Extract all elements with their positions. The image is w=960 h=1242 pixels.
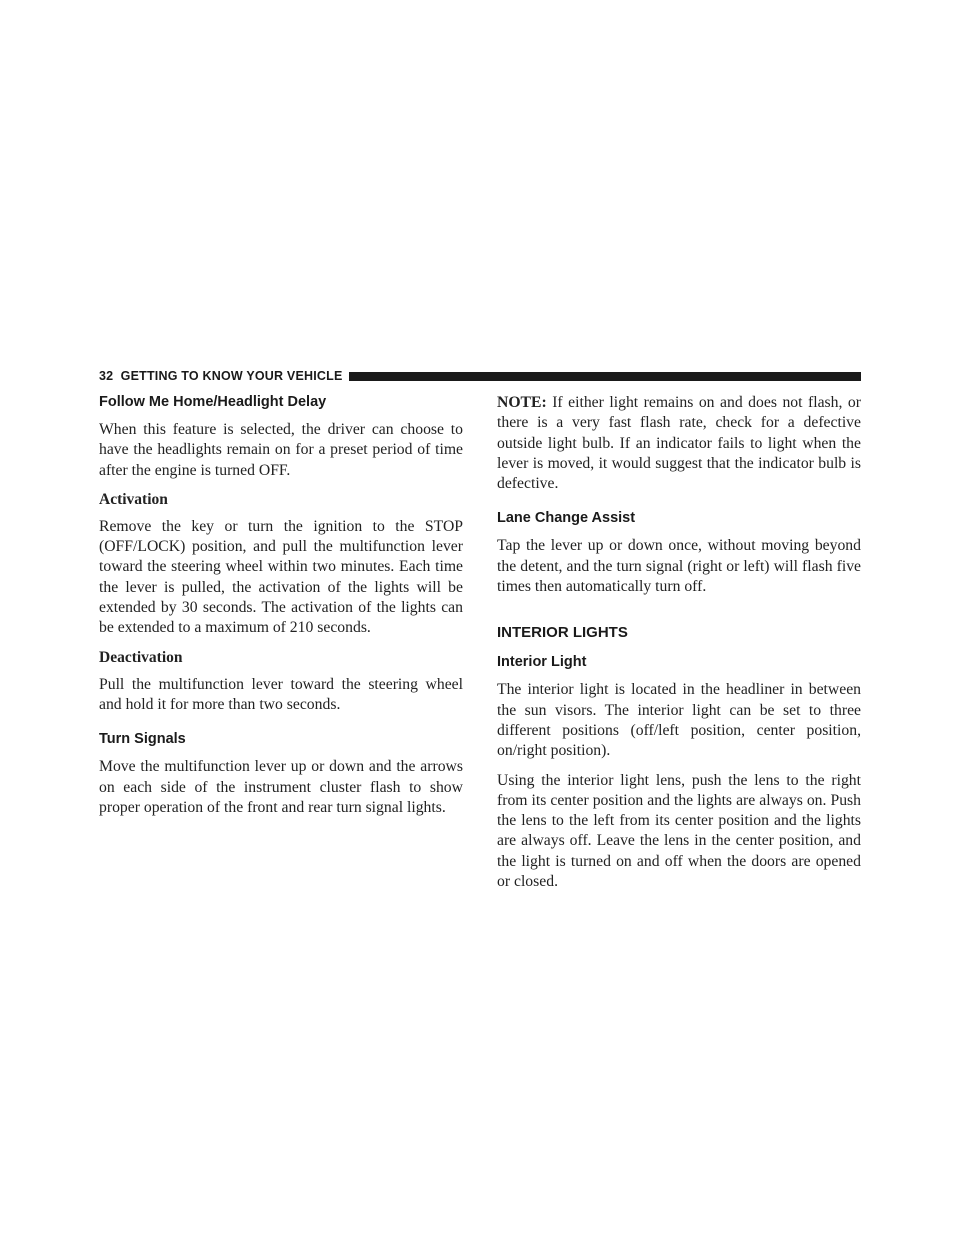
header-text xyxy=(99,369,349,383)
interior-lights-heading: INTERIOR LIGHTS xyxy=(497,624,628,642)
deactivation-paragraph: Pull the multifunction lever toward the steering wheel and hold it for more than two seconds. xyxy=(99,675,463,713)
follow-me-home-heading: Follow Me Home/Headlight Delay xyxy=(99,394,327,410)
right-column xyxy=(497,393,861,901)
interior-light-paragraph-2: Using the interior light lens, push the lens to the right from its center position and the lights are always on. Push the lens to the left from its center position and the lights are always off. Leave the lens in the center position, and the light is turned on and off when the doors are opened or closed. xyxy=(497,771,861,891)
lane-change-assist-paragraph: Tap the lever up or down once, without moving beyond the detent, and the turn signal (right or left) will flash five times then automatically turn off. xyxy=(497,537,861,596)
activation-heading: Activation xyxy=(99,490,168,508)
follow-me-home-paragraph: When this feature is selected, the driver can choose to have the headlights remain on for a preset period of time after the engine is turned OFF. xyxy=(99,421,463,479)
note-paragraph xyxy=(497,393,861,494)
turn-signals-paragraph: Move the multifunction lever up or down and the arrows on each side of the instrument cluster flash to show proper operation of the front and rear turn signal lights. xyxy=(99,758,463,816)
turn-signals-heading: Turn Signals xyxy=(99,731,186,748)
page-number: 32 xyxy=(99,369,114,383)
note-text: If either light remains on and does not flash, or there is a very fast flash rate, check for a defective outside light bulb. If an indicator fails to light when the lever is moved, it would suggest that the indicator bulb is defective. xyxy=(497,394,861,493)
section-title: GETTING TO KNOW YOUR VEHICLE xyxy=(120,369,343,383)
activation-paragraph: Remove the key or turn the ignition to the STOP (OFF/LOCK) position, and pull the multifunction lever toward the steering wheel within two minutes. Each time the lever is pulled, the activation of the lights will be extended by 30 seconds. The activation of the lights can be extended to a maximum of 210 seconds. xyxy=(99,517,463,637)
page-header xyxy=(99,369,861,383)
deactivation-heading: Deactivation xyxy=(99,648,183,666)
interior-light-heading: Interior Light xyxy=(497,654,587,671)
note-label: NOTE: xyxy=(497,394,547,411)
header-rule xyxy=(349,372,862,381)
interior-light-paragraph-1: The interior light is located in the headliner in between the sun visors. The interior light can be set to three different positions (off/left position, center position, on/right position). xyxy=(497,681,861,760)
lane-change-assist-heading: Lane Change Assist xyxy=(497,510,636,527)
left-column xyxy=(99,393,463,827)
